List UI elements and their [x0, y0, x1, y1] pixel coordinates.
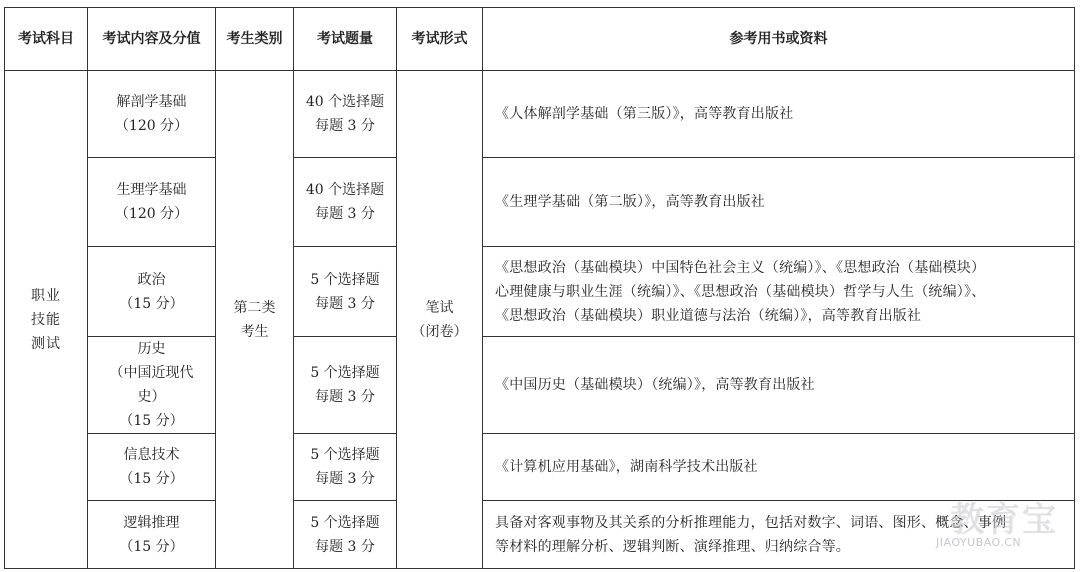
- content-line: 逻辑推理: [123, 514, 180, 531]
- count-line: 每题 3 分: [315, 118, 375, 134]
- header-content: 考试内容及分值: [88, 8, 216, 71]
- reference-line: 等材料的理解分析、逻辑判断、演绎推理、归纳综合等。: [495, 538, 850, 555]
- subject-line: 职业: [31, 287, 61, 304]
- header-category: 考生类别: [216, 8, 294, 71]
- count-line: 5 个选择题: [310, 514, 380, 531]
- form-line: （闭卷）: [411, 323, 468, 340]
- reference-cell: [483, 434, 1075, 501]
- reference-cell: [483, 247, 1075, 337]
- count-cell: [294, 337, 397, 434]
- reference-line: 心理健康与职业生涯（统编）》、《思想政治（基础模块）哲学与人生（统编）》、: [495, 283, 986, 300]
- watermark-brand: 教育宝: [950, 500, 1058, 540]
- content-line: （120 分）: [114, 118, 189, 134]
- category-line: 考生: [240, 323, 269, 340]
- count-line: 5 个选择题: [310, 447, 380, 463]
- count-cell: [294, 158, 397, 247]
- header-references: 参考用书或资料: [483, 8, 1075, 71]
- header-form: 考试形式: [397, 8, 483, 71]
- content-line: （15 分）: [119, 295, 184, 312]
- table-row: [5, 247, 1075, 337]
- content-cell: [88, 434, 216, 501]
- count-cell: [294, 247, 397, 337]
- content-line: 历史: [137, 341, 166, 357]
- header-count: 考试题量: [294, 8, 397, 71]
- header-row: [5, 8, 1075, 71]
- content-line: 生理学基础: [116, 182, 187, 198]
- category-cell: [216, 71, 294, 569]
- form-cell: [397, 71, 483, 569]
- content-line: （15 分）: [119, 538, 184, 555]
- content-cell: [88, 247, 216, 337]
- count-cell: [294, 71, 397, 158]
- content-cell: [88, 71, 216, 158]
- subject-line: 测试: [31, 335, 61, 352]
- exam-table: [4, 7, 1075, 569]
- reference-line: 《中国历史（基础模块）（统编）》，高等教育出版社: [495, 377, 815, 393]
- count-line: 5 个选择题: [310, 271, 380, 288]
- count-line: 每题 3 分: [315, 538, 375, 555]
- count-line: 5 个选择题: [310, 365, 380, 381]
- content-line: 政治: [137, 271, 166, 288]
- count-line: 每题 3 分: [315, 206, 375, 222]
- table-row: [5, 337, 1075, 434]
- table-row: [5, 434, 1075, 501]
- header-subject: 考试科目: [5, 8, 88, 71]
- content-line: （中国近现代: [109, 365, 194, 381]
- content-cell: [88, 501, 216, 569]
- count-cell: [294, 434, 397, 501]
- reference-cell: [483, 501, 1075, 569]
- watermark-url: JIAOYUBAO.CN: [936, 536, 1022, 549]
- content-cell: [88, 158, 216, 247]
- reference-line: 《思想政治（基础模块）中国特色社会主义（统编）》、《思想政治（基础模块）: [495, 259, 986, 276]
- content-cell: [88, 337, 216, 434]
- reference-line: 《生理学基础（第二版）》，高等教育出版社: [495, 194, 765, 210]
- count-line: 每题 3 分: [315, 389, 375, 405]
- reference-cell: [483, 71, 1075, 158]
- table-row: [5, 71, 1075, 158]
- content-line: （15 分）: [119, 471, 184, 487]
- count-line: 40 个选择题: [305, 182, 385, 198]
- reference-cell: [483, 158, 1075, 247]
- reference-line: 具备对客观事物及其关系的分析推理能力，包括对数字、词语、图形、概念、事例: [495, 514, 1007, 531]
- count-line: 每题 3 分: [315, 295, 375, 312]
- subject-cell: [5, 71, 88, 569]
- reference-line: 《计算机应用基础》，湖南科学技术出版社: [495, 459, 758, 475]
- form-line: 笔试: [425, 299, 454, 316]
- table-row: [5, 501, 1075, 569]
- content-line: 信息技术: [123, 447, 180, 463]
- count-line: 每题 3 分: [315, 471, 375, 487]
- reference-line: 《人体解剖学基础（第三版）》，高等教育出版社: [495, 106, 794, 122]
- content-line: 解剖学基础: [116, 94, 187, 110]
- reference-cell: [483, 337, 1075, 434]
- count-cell: [294, 501, 397, 569]
- content-line: （120 分）: [114, 206, 189, 222]
- category-line: 第二类: [233, 299, 276, 316]
- count-line: 40 个选择题: [305, 94, 385, 110]
- reference-line: 《思想政治（基础模块）职业道德与法治（统编）》，高等教育出版社: [495, 307, 922, 324]
- content-line: （15 分）: [119, 413, 184, 429]
- subject-line: 技能: [31, 311, 61, 328]
- table-row: [5, 158, 1075, 247]
- content-line: 史）: [137, 389, 166, 405]
